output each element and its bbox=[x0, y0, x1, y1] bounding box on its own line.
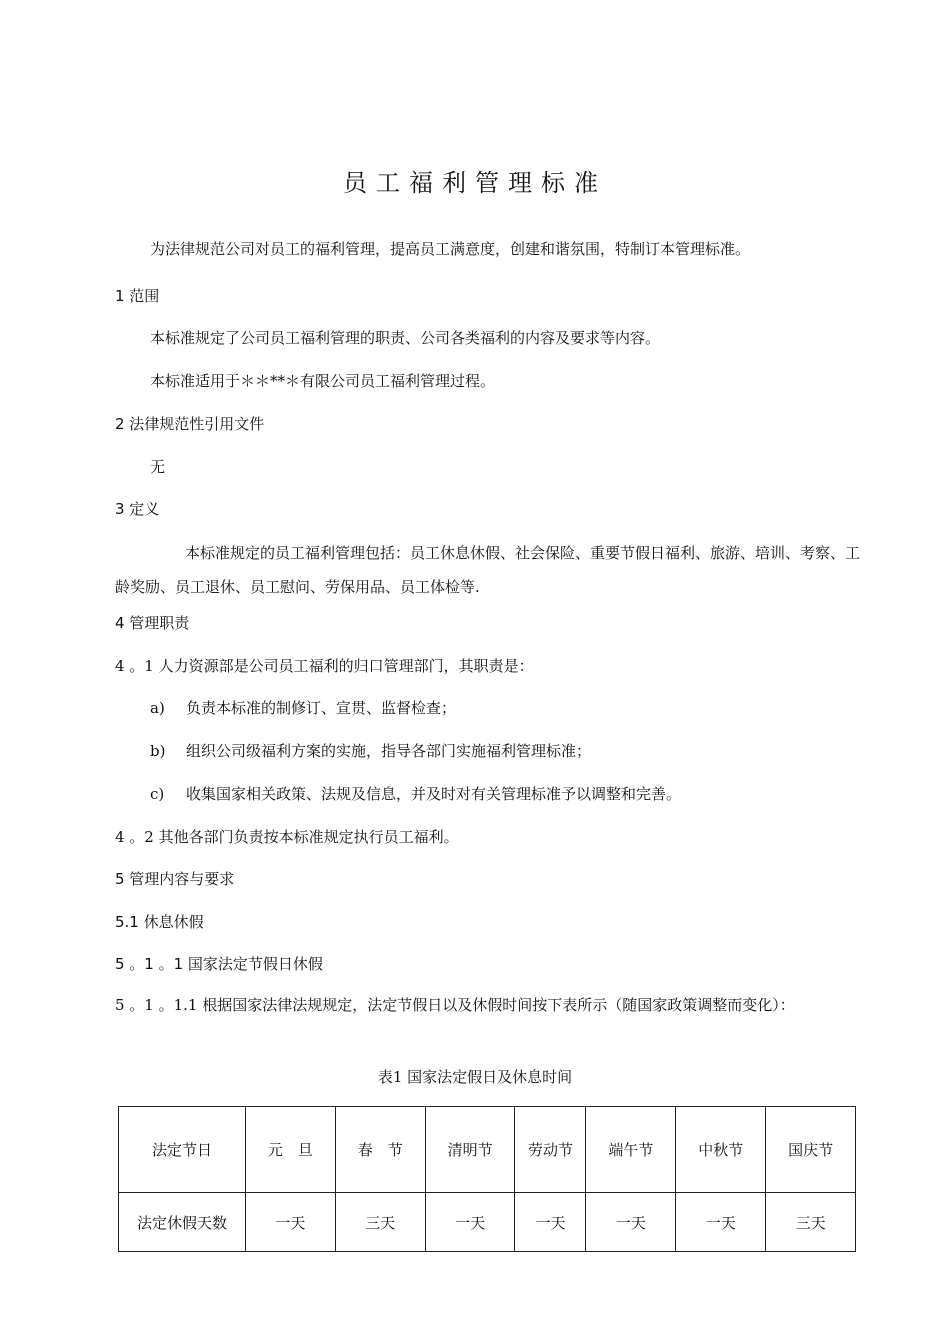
holiday-days-cell: 一天 bbox=[246, 1193, 336, 1252]
holiday-days-cell: 一天 bbox=[586, 1193, 676, 1252]
holiday-days-cell: 一天 bbox=[515, 1193, 586, 1252]
section-4-1-paragraph: 4 。1 人力资源部是公司员工福利的归口管理部门，其职责是： bbox=[115, 657, 534, 675]
holiday-name-cell: 劳动节 bbox=[515, 1107, 586, 1193]
holiday-days-cell: 三天 bbox=[335, 1193, 425, 1252]
holiday-days-cell: 一天 bbox=[425, 1193, 515, 1252]
section-4-2-paragraph: 4 。2 其他各部门负责按本标准规定执行员工福利。 bbox=[115, 828, 459, 846]
document-title: 员工福利管理标准 bbox=[343, 169, 607, 197]
section-1-paragraph-1: 本标准规定了公司员工福利管理的职责、公司各类福利的内容及要求等内容。 bbox=[150, 329, 661, 347]
holiday-name-cell: 春 节 bbox=[335, 1107, 425, 1193]
section-5-1-1-1-paragraph: 5 。1 。1.1 根据国家法律法规规定，法定节假日以及休假时间按下表所示（随国家政策调整而变化）： bbox=[115, 996, 795, 1014]
table-days-label: 法定休假天数 bbox=[119, 1193, 246, 1252]
list-item-label: b) bbox=[150, 742, 166, 760]
section-3-heading: 3 定义 bbox=[115, 500, 160, 518]
holiday-name-cell: 清明节 bbox=[425, 1107, 515, 1193]
section-5-1-heading: 5.1 休息休假 bbox=[115, 913, 204, 931]
holiday-name-cell: 中秋节 bbox=[676, 1107, 766, 1193]
section-5-heading: 5 管理内容与要求 bbox=[115, 870, 235, 888]
table-header-label: 法定节日 bbox=[119, 1107, 246, 1193]
section-1-paragraph-2: 本标准适用于＊＊**＊有限公司员工福利管理过程。 bbox=[150, 372, 496, 390]
holiday-name-cell: 国庆节 bbox=[766, 1107, 856, 1193]
list-item-label: a) bbox=[150, 699, 165, 717]
list-item-label: c) bbox=[150, 785, 165, 803]
list-item-text: 收集国家相关政策、法规及信息，并及时对有关管理标准予以调整和完善。 bbox=[186, 785, 682, 803]
table-row bbox=[119, 1193, 856, 1252]
section-3-paragraph: 本标准规定的员工福利管理包括：员工休息休假、社会保险、重要节假日福利、旅游、培训、考察、工龄奖励、员工退休、员工慰问、劳保用品、员工体检等. bbox=[115, 544, 861, 596]
list-item-text: 组织公司级福利方案的实施，指导各部门实施福利管理标准； bbox=[186, 742, 592, 760]
holiday-days-cell: 三天 bbox=[766, 1193, 856, 1252]
section-2-heading: 2 法律规范性引用文件 bbox=[115, 415, 265, 433]
holiday-name-cell: 端午节 bbox=[586, 1107, 676, 1193]
section-5-1-1-heading: 5 。1 。1 国家法定节假日休假 bbox=[115, 955, 323, 973]
holiday-name-cell: 元 旦 bbox=[246, 1107, 336, 1193]
section-1-heading: 1 范围 bbox=[115, 287, 160, 305]
section-4-heading: 4 管理职责 bbox=[115, 614, 190, 632]
holiday-days-cell: 一天 bbox=[676, 1193, 766, 1252]
holiday-table bbox=[118, 1106, 856, 1252]
list-item-text: 负责本标准的制修订、宣贯、监督检查； bbox=[186, 699, 457, 717]
table-caption: 表1 国家法定假日及休息时间 bbox=[377, 1068, 573, 1086]
intro-paragraph: 为法律规范公司对员工的福利管理，提高员工满意度，创建和谐氛围，特制订本管理标准。 bbox=[150, 240, 751, 258]
section-2-paragraph: 无 bbox=[150, 458, 166, 476]
table-row bbox=[119, 1107, 856, 1193]
